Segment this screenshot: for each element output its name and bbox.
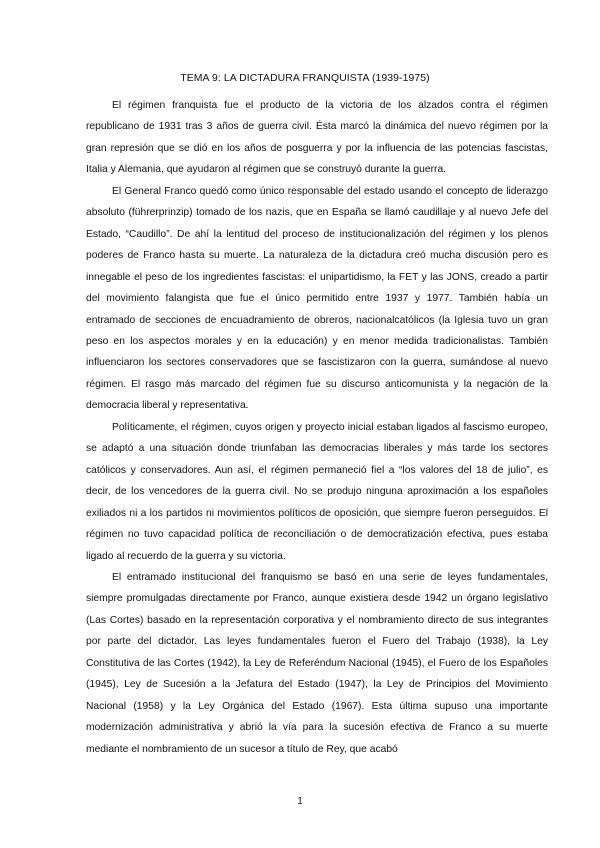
paragraph: Políticamente, el régimen, cuyos origen y proyecto inicial estaban ligados al fascismo europeo, se adaptó a una situación donde triunfaban las democracias liberales y más tarde los sectores católicos y conservadores. Aun así, el régimen permaneció fiel a “los valores del 18 de julio”, es decir, de los vencedores de la guerra civil. No se produjo ninguna aproximación a los españoles exiliados ni a los partidos ni movimientos políticos de oposición, que siempre fueron perseguidos. El régimen no tuvo capacidad política de reconciliación o de democratización efectiva, pues estaba ligado al recuerdo de la guerra y su victoria.	[86, 421, 548, 562]
paragraph: El entramado institucional del franquismo se basó en una serie de leyes fundamentales, siempre promulgadas directamente por Franco, aunque existiera desde 1942 un órgano legislativo (Las Cortes) basado en la representación corporativa y el nombramiento directo de sus integrantes por parte del dictador. Las leyes fundamentales fueron el Fuero del Trabajo (1938), la Ley Constitutiva de las Cortes (1942), la Ley de Referéndum Nacional (1945), el Fuero de los Españoles (1945), Ley de Sucesión a la Jefatura del Estado (1947), la Ley de Principios del Movimiento Nacional (1958) y la Ley Orgánica del Estado (1967). Esta última supuso una importante modernización administrativa y abrió la vía para la sucesión efectiva de Franco a su muerte mediante el nombramiento de un sucesor a título de Rey, que acabó	[86, 571, 548, 755]
paragraph: El General Franco quedó como único responsable del estado usando el concepto de liderazgo absoluto (führerprinzip) tomado de los nazis, que en España se llamó caudillaje y al nuevo Jefe del Estado, “Caudillo”. De ahí la lentitud del proceso de institucionalización del régimen y los plenos poderes de Franco hasta su muerte. La naturaleza de la dictadura creó mucha discusión pero es innegable el peso de los ingredientes fascistas: el unipartidismo, la FET y las JONS, creado a partir del movimiento falangista que fue el único permitido entre 1937 y 1977. También había un entramado de secciones de encuadramiento de obreros, nacionalcatólicos (la Iglesia tuvo un gran peso en los aspectos morales y en la educación) y en menor medida tradicionalistas. También influenciaron los sectores conservadores que se fascistizaron con la guerra, sumándose al nuevo régimen. El rasgo más marcado del régimen fue su discurso anticomunista y la negación de la democracia liberal y representativa.	[86, 185, 548, 412]
document-body	[86, 95, 548, 760]
page-number: 1	[297, 796, 303, 807]
document-title: TEMA 9: LA DICTADURA FRANQUISTA (1939-1975)	[180, 73, 430, 84]
paragraph: El régimen franquista fue el producto de la victoria de los alzados contra el régimen republicano de 1931 tras 3 años de guerra civil. Ésta marcó la dinámica del nuevo régimen por la gran represión que se dió en los años de posguerra y por la influencia de las potencias fascistas, Italia y Alemania, que ayudaron al régimen que se construyó durante la guerra.	[86, 100, 548, 176]
